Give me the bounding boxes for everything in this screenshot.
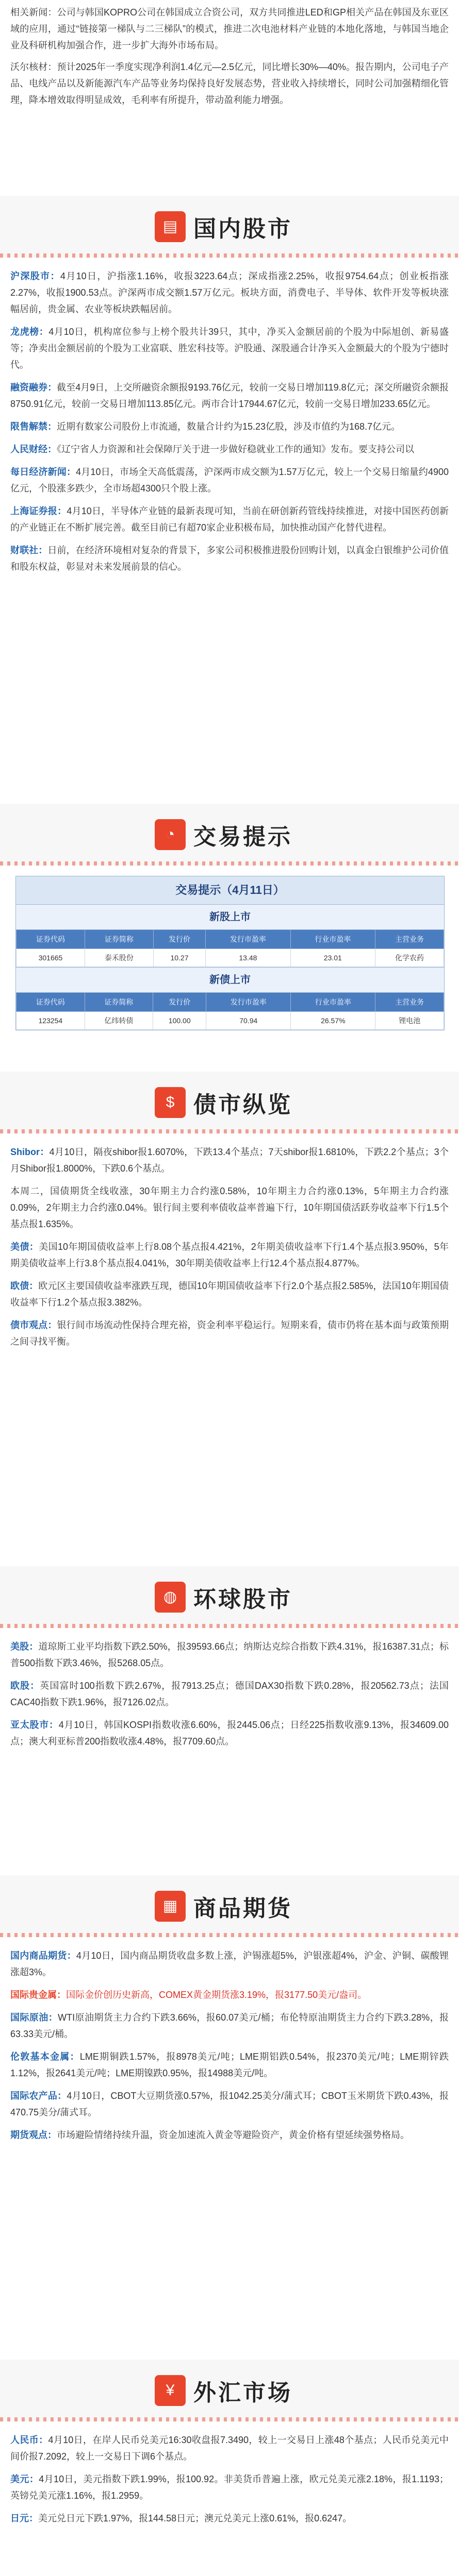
section-banner-commodity	[0, 1875, 459, 1937]
column-header: 证券简称	[85, 930, 153, 949]
column-header: 证券代码	[17, 930, 85, 949]
section-title: 国内股市	[193, 216, 292, 242]
section-title: 商品期货	[193, 1896, 292, 1921]
news-paragraph: 伦敦基本金属：LME期铜跌1.57%，报8978美元/吨；LME期铝跌0.54%，报2370美元/吨；LME期锌跌1.12%，报2641美元/吨；LME期镍跌0.95%，报14988美元/吨。	[10, 2052, 449, 2078]
news-paragraph: 人民财经：《辽宁省人力资源和社会保障厅关于进一步做好稳就业工作的通知》发布。要支持公司以	[10, 444, 414, 454]
news-paragraph: 人民币：4月10日，在岸人民币兑美元16:30收盘报7.3490，较上一交易日上涨48个基点；人民币兑美元中间价报7.2092，较上一交易日下调6个基点。	[10, 2435, 449, 2462]
news-paragraph: 美元：4月10日，美元指数下跌1.99%，报100.92。非美货币普遍上涨，欧元兑美元涨2.18%，报1.1193；英镑兑美元涨1.16%，报1.2959。	[10, 2474, 449, 2501]
news-paragraph: 期货观点：市场避险情绪持续升温，资金加速流入黄金等避险资产，黄金价格有望延续强势格局。	[10, 2130, 409, 2140]
column-header: 发行市盈率	[206, 993, 291, 1012]
table-row: 123254 亿纬转债 100.00 70.94 26.57% 锂电池	[17, 1012, 444, 1030]
divider	[0, 2417, 459, 2421]
news-paragraph: 国内商品期货：4月10日，国内商品期货收盘多数上涨，沪锡涨超5%，沪银涨超4%，沪金、沪铜、碳酸锂涨超3%。	[10, 1951, 449, 1977]
section-banner-fx	[0, 2360, 459, 2421]
column-header: 发行市盈率	[206, 930, 290, 949]
box-icon: ▦	[155, 1891, 186, 1922]
news-paragraph: 本周二，国债期货全线收涨，30年期主力合约涨0.58%，10年期主力合约涨0.13%，5年期主力合约涨0.09%，2年期主力合约涨0.04%。银行间主要利率债收益率普遍下行，10年期国债活跃券收益率下行1.5个基点报1.635%。	[10, 1186, 449, 1229]
news-paragraph: 债市观点：银行间市场流动性保持合理充裕，资金利率平稳运行。短期来看，债市仍将在基本面与政策预期之间寻找平衡。	[10, 1320, 449, 1347]
news-paragraph: 日元：美元兑日元下跌1.97%，报144.58日元；澳元兑美元上涨0.61%，报0.6247。	[10, 2513, 352, 2523]
section-title: 交易提示	[193, 824, 292, 850]
news-paragraph: 上海证券报：4月10日，半导体产业链的最新表现可知，当前在研创新药管线持续推进，对接中国医药创新的产业链正在不断扩展完善。截至目前已有超70家企业积极布局，加快推动国产化替代进程。	[10, 506, 449, 533]
ipo-table	[16, 929, 444, 967]
news-paragraph: 融资融券：截至4月9日，上交所融资余额报9193.76亿元，较前一交易日增加119.8亿元；深交所融资余额报8750.91亿元，较前一交易日增加113.85亿元。两市合计17944.67亿元，较前一交易日增加233.65亿元。	[10, 382, 449, 409]
section-banner-global	[0, 1566, 459, 1628]
section-banner-trading	[0, 804, 459, 866]
news-paragraph: Shibor：4月10日，隔夜shibor报1.6070%，下跌13.4个基点；7天shibor报1.6810%，下跌2.2个基点；3个月Shibor报1.8000%，下跌0.6个基点。	[10, 1147, 449, 1174]
intro-paragraph: 沃尔核材：预计2025年一季度实现净利润1.4亿元—2.5亿元，同比增长30%—40%。报告期内，公司电子产品、电线产品以及新能源汽车产品等业务均保持良好发展态势，营业收入持续增长，同时公司加强精细化管理，降本增效取得明显成效，毛利率有所提升，带动盈利能力增强。	[10, 62, 449, 105]
bonds-content	[10, 1144, 449, 1356]
column-header: 主营业务	[375, 930, 444, 949]
table-subtitle: 新股上市	[16, 904, 444, 929]
bond-icon: $	[155, 1087, 186, 1118]
news-paragraph: 财联社：日前，在经济环境相对复杂的背景下，多家公司积极推进股份回购计划，以真金白银维护公司价值和股东权益，彰显对未来发展前景的信心。	[10, 545, 449, 572]
globe-icon: ◍	[155, 1582, 186, 1613]
news-paragraph: 每日经济新闻：4月10日，市场全天高低震荡，沪深两市成交额为1.57万亿元，较上一个交易日缩量约4900亿元，个股涨多跌少，全市场超4300只个股上涨。	[10, 467, 449, 494]
news-paragraph: 亚太股市：4月10日，韩国KOSPI指数收涨6.60%，报2445.06点；日经225指数收涨9.13%，报34609.00点；澳大利亚标普200指数收涨4.48%，报7709.60点。	[10, 1720, 449, 1747]
news-paragraph: 欧债：欧元区主要国债收益率涨跌互现，德国10年期国债收益率下行2.0个基点报2.585%，法国10年期国债收益率下行1.2个基点报3.382%。	[10, 1281, 449, 1308]
money-icon: ¥	[155, 2375, 186, 2406]
divider	[0, 253, 459, 258]
section-banner-domestic	[0, 196, 459, 258]
column-header: 证券代码	[17, 993, 85, 1012]
chart-icon: ▤	[155, 211, 186, 242]
global-content	[10, 1638, 449, 1756]
section-title: 外汇市场	[193, 2380, 292, 2405]
divider	[0, 861, 459, 866]
section-banner-bonds	[0, 1072, 459, 1133]
news-paragraph: 沪深股市：4月10日，沪指涨1.16%，收报3223.64点；深成指涨2.25%，收报9754.64点；创业板指涨2.27%，收报1900.53点。沪深两市成交额1.57万亿元。板块方面，消费电子、半导体、软件开发等板块涨幅居前，贵金属、农业等板块跌幅居前。	[10, 271, 449, 314]
news-paragraph: 龙虎榜：4月10日，机构席位参与上榜个股共计39只，其中，净买入金额居前的个股为中际旭创、新易盛等；净卖出金额居前的个股为工业富联、胜宏科技等。沪股通、深股通合计净买入金额最大的个股为宁德时代。	[10, 327, 449, 370]
column-header: 行业市盈率	[291, 993, 375, 1012]
news-paragraph: 国际贵金属：国际金价创历史新高，COMEX黄金期货涨3.19%，报3177.50美元/盎司。	[10, 1990, 367, 2000]
news-paragraph: 国际原油：WTI原油期货主力合约下跌3.66%，报60.07美元/桶；布伦特原油期货主力合约下跌3.28%，报63.33美元/桶。	[10, 2012, 449, 2039]
news-paragraph: 限售解禁：近期有数家公司股份上市流通，数量合计约为15.23亿股，涉及市值约为168.7亿元。	[10, 421, 401, 432]
section-title: 债市纵览	[193, 1092, 292, 1117]
domestic-content	[10, 268, 449, 581]
listing-table	[16, 992, 444, 1030]
divider	[0, 1624, 459, 1628]
column-header: 行业市盈率	[290, 930, 375, 949]
fx-content	[10, 2432, 449, 2533]
trading-table	[15, 876, 445, 1030]
commodity-content	[10, 1947, 449, 2149]
news-paragraph: 美股：道琼斯工业平均指数下跌2.50%，报39593.66点；纳斯达克综合指数下跌4.31%，报16387.31点；标普500指数下跌3.46%，报5268.05点。	[10, 1641, 449, 1668]
news-paragraph: 美债：美国10年期国债收益率上行8.08个基点报4.421%，2年期美债收益率下行1.4个基点报3.950%，5年期美债收益率上行3.8个基点报4.041%，30年期美债收益率上行12.4个基点报4.877%。	[10, 1242, 449, 1268]
bell-icon: ◔	[155, 819, 186, 850]
section-title: 环球股市	[193, 1587, 292, 1612]
column-header: 证券简称	[85, 993, 153, 1012]
column-header: 主营业务	[375, 993, 444, 1012]
column-header: 发行价	[153, 993, 206, 1012]
divider	[0, 1933, 459, 1937]
column-header: 发行价	[153, 930, 205, 949]
intro-section	[10, 4, 449, 113]
table-subtitle: 新债上市	[16, 967, 444, 992]
news-paragraph: 欧股：英国富时100指数下跌2.67%，报7913.25点；德国DAX30指数下跌0.28%，报20562.73点；法国CAC40指数下跌1.96%，报7126.02点。	[10, 1681, 449, 1707]
divider	[0, 1129, 459, 1133]
intro-paragraph: 相关新闻：公司与韩国KOPRO公司在韩国成立合资公司，双方共同推进LED和GP相关产品在韩国及东亚区域的应用，通过“链接第一梯队与二三梯队”的模式，推进二次电池材料产业链的本地化落地，与韩国当地企业及科研机构加强合作，进一步扩大海外市场布局。	[10, 7, 449, 50]
table-row: 301665 泰禾股份 10.27 13.48 23.01 化学农药	[17, 949, 444, 967]
news-paragraph: 国际农产品：4月10日，CBOT大豆期货涨0.57%，报1042.25美分/蒲式耳；CBOT玉米期货下跌0.43%，报470.75美分/蒲式耳。	[10, 2091, 449, 2117]
table-title: 交易提示（4月11日）	[16, 876, 444, 904]
